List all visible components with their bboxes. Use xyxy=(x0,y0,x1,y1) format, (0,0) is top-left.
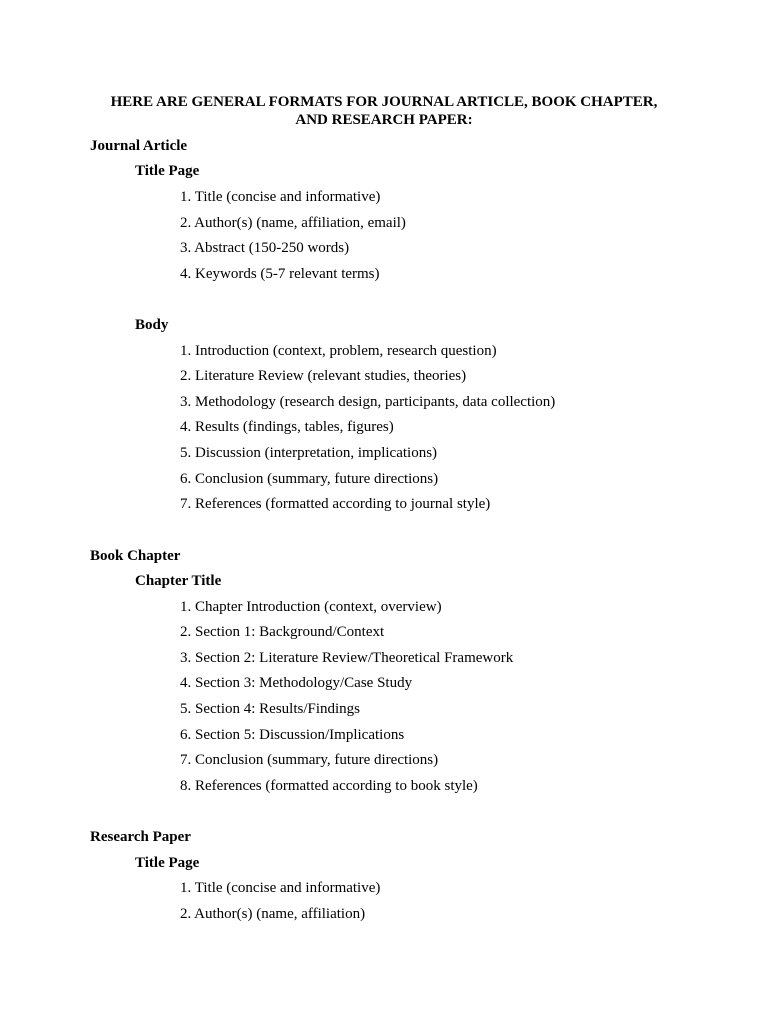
list-item: 1. Title (concise and informative) xyxy=(180,189,381,205)
document-title xyxy=(90,93,678,129)
list-item: 4. Section 3: Methodology/Case Study xyxy=(180,675,413,691)
list-item: 4. Results (findings, tables, figures) xyxy=(180,419,394,435)
list-item: 3. Abstract (150-250 words) xyxy=(180,240,350,256)
list-item: 4. Keywords (5-7 relevant terms) xyxy=(180,266,380,282)
list-item: 6. Conclusion (summary, future directions) xyxy=(180,471,439,487)
list-item: 8. References (formatted according to book style) xyxy=(180,778,478,794)
list-item: 1. Introduction (context, problem, research question) xyxy=(180,343,497,359)
list-item: 1. Chapter Introduction (context, overview) xyxy=(180,599,442,615)
list-item: 7. References (formatted according to journal style) xyxy=(180,496,491,512)
list-item: 6. Section 5: Discussion/Implications xyxy=(180,727,405,743)
section-heading-research-paper: Research Paper xyxy=(90,829,191,845)
list-item: 2. Section 1: Background/Context xyxy=(180,624,385,640)
subsection-heading-body: Body xyxy=(135,317,169,333)
subsection-heading-title-page: Title Page xyxy=(135,855,200,871)
list-item: 5. Section 4: Results/Findings xyxy=(180,701,361,717)
list-item: 7. Conclusion (summary, future directions) xyxy=(180,752,439,768)
section-heading-journal-article: Journal Article xyxy=(90,138,188,154)
list-item: 1. Title (concise and informative) xyxy=(180,880,381,896)
title-line-2: AND RESEARCH PAPER: xyxy=(295,112,473,128)
list-item: 3. Section 2: Literature Review/Theoretical Framework xyxy=(180,650,514,666)
list-item: 2. Author(s) (name, affiliation, email) xyxy=(180,215,406,231)
list-item: 2. Author(s) (name, affiliation) xyxy=(180,906,366,922)
list-item: 5. Discussion (interpretation, implications) xyxy=(180,445,438,461)
section-heading-book-chapter: Book Chapter xyxy=(90,548,181,564)
title-line-1: HERE ARE GENERAL FORMATS FOR JOURNAL ARTICLE, BOOK CHAPTER, xyxy=(110,94,658,110)
list-item: 2. Literature Review (relevant studies, theories) xyxy=(180,368,467,384)
subsection-heading-title-page: Title Page xyxy=(135,163,200,179)
list-item: 3. Methodology (research design, participants, data collection) xyxy=(180,394,556,410)
subsection-heading-chapter-title: Chapter Title xyxy=(135,573,222,589)
